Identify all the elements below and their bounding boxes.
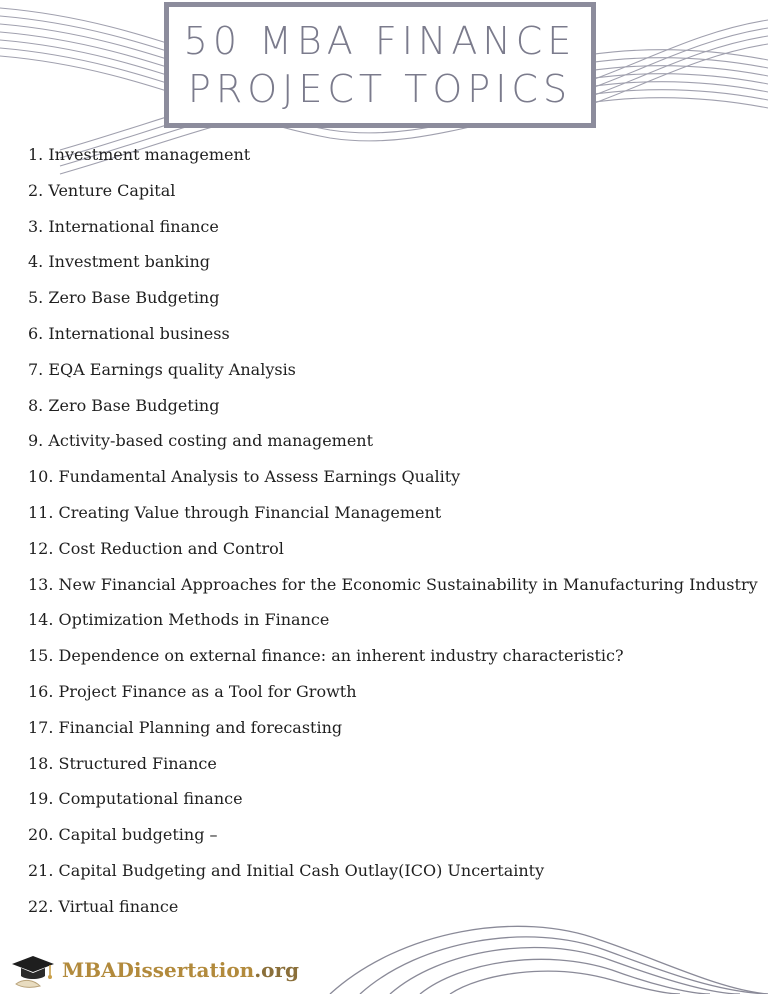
list-item: 9. Activity-based costing and management	[28, 431, 374, 451]
list-item: 15. Dependence on external finance: an inherent industry characteristic?	[28, 646, 624, 666]
title-box	[164, 2, 596, 128]
list-item: 5. Zero Base Budgeting	[28, 288, 220, 308]
list-item: 7. EQA Earnings quality Analysis	[28, 359, 296, 379]
list-item: 12. Cost Reduction and Control	[28, 538, 284, 558]
list-item: 6. International business	[28, 323, 230, 343]
list-item: 10. Fundamental Analysis to Assess Earnings Quality	[28, 467, 461, 487]
list-item: 14. Optimization Methods in Finance	[28, 610, 330, 630]
topic-list	[28, 143, 758, 931]
list-item: 13. New Financial Approaches for the Economic Sustainability in Manufacturing Industry	[28, 574, 758, 594]
list-item: 2. Venture Capital	[28, 180, 176, 200]
list-item: 20. Capital budgeting –	[28, 825, 218, 845]
list-item: 17. Financial Planning and forecasting	[28, 717, 343, 737]
list-item: 19. Computational finance	[28, 789, 243, 809]
list-item: 21. Capital Budgeting and Initial Cash Outlay(ICO) Uncertainty	[28, 860, 545, 880]
site-logo	[10, 950, 299, 990]
list-item: 3. International finance	[28, 216, 219, 236]
title-line-1: 50 MBA FINANCE	[183, 19, 577, 63]
title-line-2: PROJECT TOPICS	[187, 67, 573, 111]
list-item: 1. Investment management	[28, 145, 251, 164]
logo-text	[62, 958, 299, 982]
graduation-cap-icon	[10, 950, 56, 990]
list-item: 8. Zero Base Budgeting	[28, 395, 220, 415]
list-item: 11. Creating Value through Financial Management	[28, 502, 442, 522]
list-item: 18. Structured Finance	[28, 753, 217, 773]
logo-tld: .org	[254, 958, 300, 982]
list-item: 4. Investment banking	[28, 252, 211, 272]
list-item: 16. Project Finance as a Tool for Growth	[28, 681, 357, 701]
list-item: 22. Virtual finance	[28, 896, 179, 916]
logo-name: MBADissertation	[62, 958, 255, 982]
